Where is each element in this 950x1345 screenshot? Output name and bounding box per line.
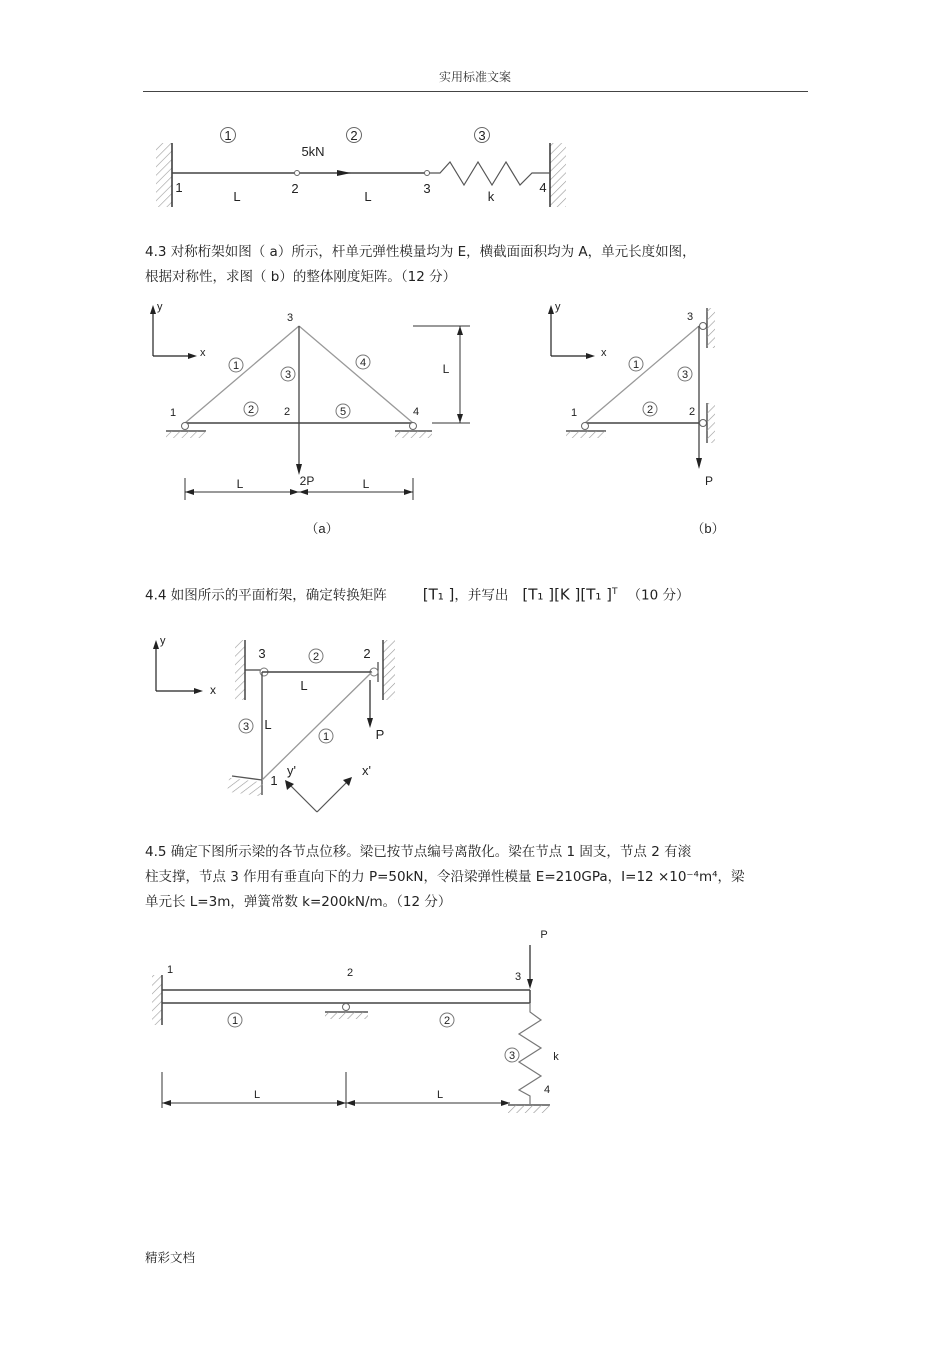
p44-suffix: （10 分） [627, 587, 690, 604]
fig1-node-label: 1 [175, 180, 183, 195]
fig45-span-label: L [253, 1089, 261, 1101]
figure-45 [152, 929, 559, 1113]
p43-line1: 4.3 对称桁架如图（ a）所示，杆单元弹性模量均为 E，横截面面积均为 A，单元长度如图， [145, 244, 696, 260]
fig43a-element-label: 2 [247, 404, 255, 416]
fig1-node-label: 3 [423, 181, 431, 196]
figure-43a [150, 301, 470, 536]
fig43b-node-label: 3 [686, 311, 694, 323]
fig43a-element-label: 3 [284, 369, 292, 381]
fig43a-element-label: 5 [339, 406, 347, 418]
fig43b-node-label: 2 [688, 406, 696, 418]
fig43b-element-label: 3 [681, 369, 689, 381]
fig1-node-label: 4 [539, 180, 547, 195]
fig43a-caption: （a） [305, 521, 339, 536]
fig43a-axis-x: x [200, 347, 206, 359]
fig43b-element-label: 2 [646, 404, 654, 416]
fig1-element-label: 2 [350, 128, 358, 143]
fig45-node-label: 1 [166, 964, 174, 976]
figure-44 [153, 635, 395, 812]
fig44-length-top: L [300, 678, 308, 693]
fig45-node-label: 3 [514, 971, 522, 983]
fig44-element-label: 1 [322, 731, 330, 743]
fig43a-element-label: 1 [232, 360, 240, 372]
fig45-load-label: P [540, 929, 548, 941]
p45-line1: 4.5 确定下图所示梁的各节点位移。梁已按节点编号离散化。梁在节点 1 固支，节点 2 有滚 [145, 844, 692, 860]
fig43a-node-label: 3 [286, 312, 294, 324]
fig45-node-label: 4 [543, 1084, 551, 1096]
fig44-node-label: 2 [363, 646, 371, 661]
fig45-spring-label: k [553, 1051, 559, 1063]
p44-mid: ，并写出 [454, 587, 509, 604]
fig44-element-label: 3 [242, 721, 250, 733]
fig43b-node-label: 1 [570, 407, 578, 419]
fig1-element-label: 3 [478, 128, 486, 143]
fig44-node-label: 3 [258, 646, 266, 661]
p44-text [145, 580, 690, 609]
fig44-length-left: L [264, 717, 272, 732]
fig43b-axis-y: y [555, 301, 561, 313]
fig43a-load-label: 2P [299, 474, 315, 488]
fig44-node-label: 1 [270, 773, 278, 788]
fig1-length-label: L [364, 189, 372, 204]
fig43a-height-label: L [442, 362, 450, 376]
p44-prefix: 4.4 如图所示的平面桁架，确定转换矩阵 [145, 587, 387, 604]
fig1-spring-label: k [487, 189, 495, 204]
fig43a-node-label: 1 [169, 407, 177, 419]
fig44-axis-x: x [210, 683, 216, 697]
fig1-length-label: L [233, 189, 241, 204]
fig45-span-label: L [436, 1089, 444, 1101]
fig43a-axis-y: y [157, 301, 163, 313]
fig1-element-label: 1 [224, 128, 232, 143]
figure-43b [548, 301, 725, 536]
p43-line2: 根据对称性，求图（ b）的整体刚度矩阵。（12 分） [145, 269, 457, 285]
fig43b-element-label: 1 [632, 359, 640, 371]
p44-matrix-expr: [T₁ ][K ][T₁ ] [522, 585, 613, 604]
fig44-local-x: x' [362, 763, 371, 778]
fig43b-axis-x: x [601, 347, 607, 359]
fig43a-span-label: L [236, 477, 244, 491]
fig43b-caption: （b） [691, 521, 725, 536]
fig45-node-label: 2 [346, 967, 354, 979]
fig1-load-label: 5kN [301, 144, 325, 159]
fig44-axis-y: y [160, 635, 166, 647]
p44-matrix-t1: [T₁ ] [422, 585, 455, 604]
fig44-element-label: 2 [312, 651, 320, 663]
fig1-node-label: 2 [291, 181, 299, 196]
fig45-element-label: 1 [231, 1015, 239, 1027]
fig43a-element-label: 4 [359, 357, 367, 369]
p45-line2: 柱支撑，节点 3 作用有垂直向下的力 P=50kN，令沿梁弹性模量 E=210GPa，I=12 ×10⁻⁴m⁴，梁 [145, 869, 745, 885]
fig44-local-y: y' [287, 763, 296, 778]
fig45-element-label: 2 [443, 1015, 451, 1027]
fig45-element-label: 3 [508, 1050, 516, 1062]
p44-superscript: T [612, 587, 618, 597]
page-footer: 精彩文档 [145, 1250, 196, 1265]
fig43b-load-label: P [704, 474, 714, 488]
fig43a-node-label: 4 [412, 406, 420, 418]
page-header: 实用标准文案 [438, 70, 511, 84]
p45-line3: 单元长 L=3m，弹簧常数 k=200kN/m。（12 分） [145, 894, 452, 910]
fig43a-span-label: L [362, 477, 370, 491]
fig43a-node-label: 2 [283, 406, 291, 418]
fig44-load-label: P [375, 727, 385, 742]
